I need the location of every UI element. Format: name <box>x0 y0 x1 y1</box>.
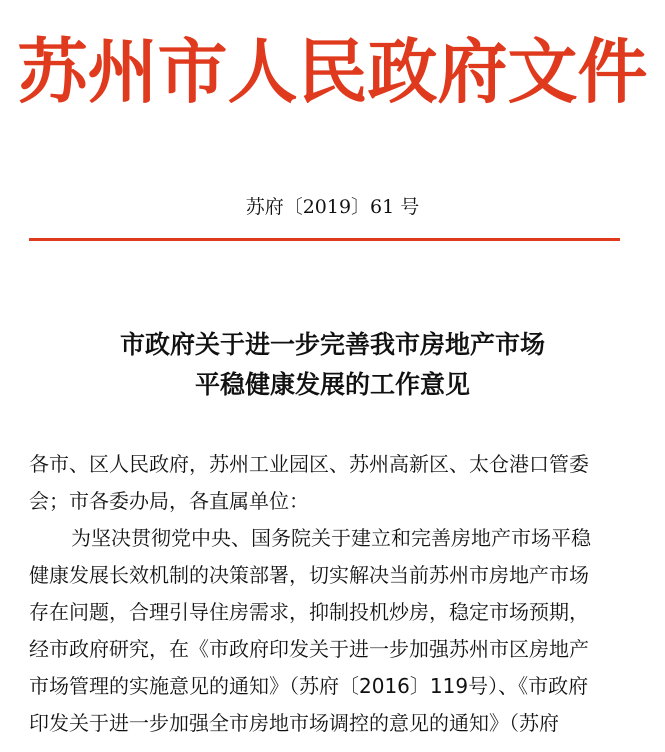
document-number: 苏府〔2019〕61 号 <box>245 196 420 218</box>
title-line-1: 市政府关于进一步完善我市房地产市场 <box>119 330 545 359</box>
body-line: 存在问题，合理引导住房需求，抑制投机炒房，稳定市场预期， <box>29 600 589 624</box>
body-line: 经市政府研究，在《市政府印发关于进一步加强苏州市区房地产 <box>29 637 589 661</box>
body-line: 市场管理的实施意见的通知》（苏府〔2016〕119号）、《市政府 <box>29 674 589 698</box>
body-paragraph <box>29 520 629 742</box>
recipients-line-1: 各市、区人民政府，苏州工业园区、苏州高新区、太仓港口管委 <box>29 452 589 476</box>
recipients-line-2: 会；市各委办局，各直属单位： <box>29 489 309 513</box>
recipients <box>29 446 629 520</box>
document-masthead: 苏州市人民政府文件 <box>17 30 648 113</box>
body-line: 为坚决贯彻党中央、国务院关于建立和完善房地产市场平稳 <box>71 526 591 550</box>
body-line: 印发关于进一步加强全市房地市场调控的意见的通知》（苏府 <box>29 711 559 735</box>
title-line-2: 平稳健康发展的工作意见 <box>194 370 470 399</box>
red-divider-line <box>29 238 620 241</box>
body-line: 健康发展长效机制的决策部署，切实解决当前苏州市房地产市场 <box>29 563 589 587</box>
document-title <box>0 325 665 405</box>
